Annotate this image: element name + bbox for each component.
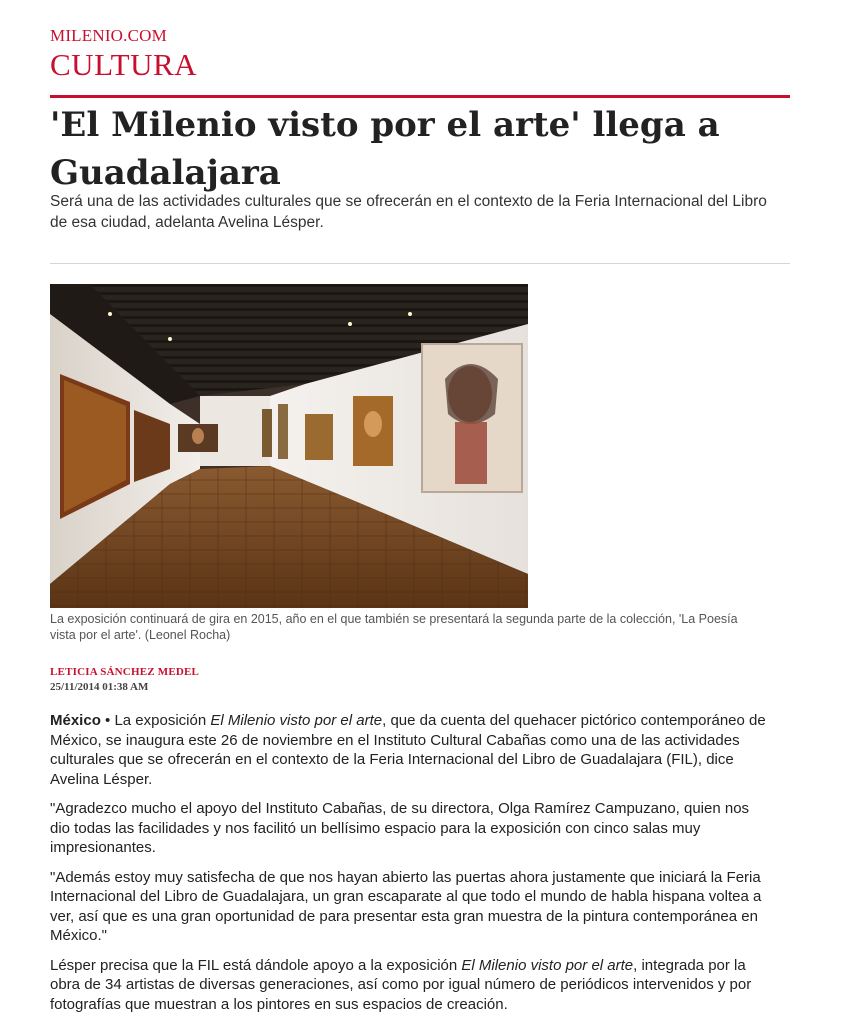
paragraph-text: Lésper precisa que la FIL está dándole apoyo a la exposición <box>50 956 462 974</box>
dateline-separator: • <box>100 712 115 729</box>
article-subhead: Será una de las actividades culturales que se ofrecerán en el contexto de la Feria Internacional del Libro de esa ciudad, adelanta Avelina Lésper. <box>50 193 767 231</box>
subhead-divider <box>50 263 790 264</box>
article-headline: 'El Milenio visto por el arte' llega a Guadalajara <box>50 105 720 193</box>
article-photo <box>50 284 528 608</box>
section-divider <box>50 95 790 98</box>
exhibition-title: El Milenio visto por el arte <box>461 956 634 974</box>
paragraph-text: , integrada por la obra de 34 artistas de diversas generaciones, así como por igual número de periódicos intervenidos y por fotografías que muestran a los pintores en sus espacios de creación. <box>50 956 752 1013</box>
dateline-location: México <box>50 712 101 729</box>
body-paragraph-1 <box>50 711 772 789</box>
body-paragraph-4 <box>50 956 772 1015</box>
site-logo-link[interactable]: MILENIO.COM <box>50 26 167 45</box>
body-paragraph-2: "Agradezco mucho el apoyo del Instituto Cabañas, de su directora, Olga Ramírez Campuzano, quien nos dio todas las facilidades y nos facilitó un bellísimo espacio para la exposición con cinco salas muy impresionantes. <box>50 800 750 856</box>
photo-caption: La exposición continuará de gira en 2015, año en el que también se presentará la segunda parte de la colección, 'La Poesía vista por el arte'. (Leonel Rocha) <box>50 612 738 642</box>
paragraph-text: , que da cuenta del quehacer pictórico contemporáneo de México, se inaugura este 26 de noviembre en el Instituto Cultural Cabañas como una de las actividades culturales que se ofrecerán en el contexto de la Feria Internacional del Libro de Guadalajara (FIL), dice Avelina Lésper. <box>50 712 766 788</box>
article-body <box>50 711 772 1024</box>
author-link[interactable]: LETICIA SÁNCHEZ MEDEL <box>50 666 200 678</box>
publish-date: 25/11/2014 01:38 AM <box>50 681 149 693</box>
section-title-link[interactable]: CULTURA <box>50 47 198 82</box>
paragraph-text: La exposición <box>114 712 211 729</box>
exhibition-title: El Milenio visto por el arte <box>210 712 383 729</box>
body-paragraph-3: "Además estoy muy satisfecha de que nos hayan abierto las puertas ahora justamente que iniciará la Feria Internacional del Libro de Guadalajara, un gran escaparate al que todo el mundo de habla hispana voltea a ver, así que es una gran oportunidad de para presentar esta gran muestra de la pintura contemporánea en México." <box>50 868 762 944</box>
